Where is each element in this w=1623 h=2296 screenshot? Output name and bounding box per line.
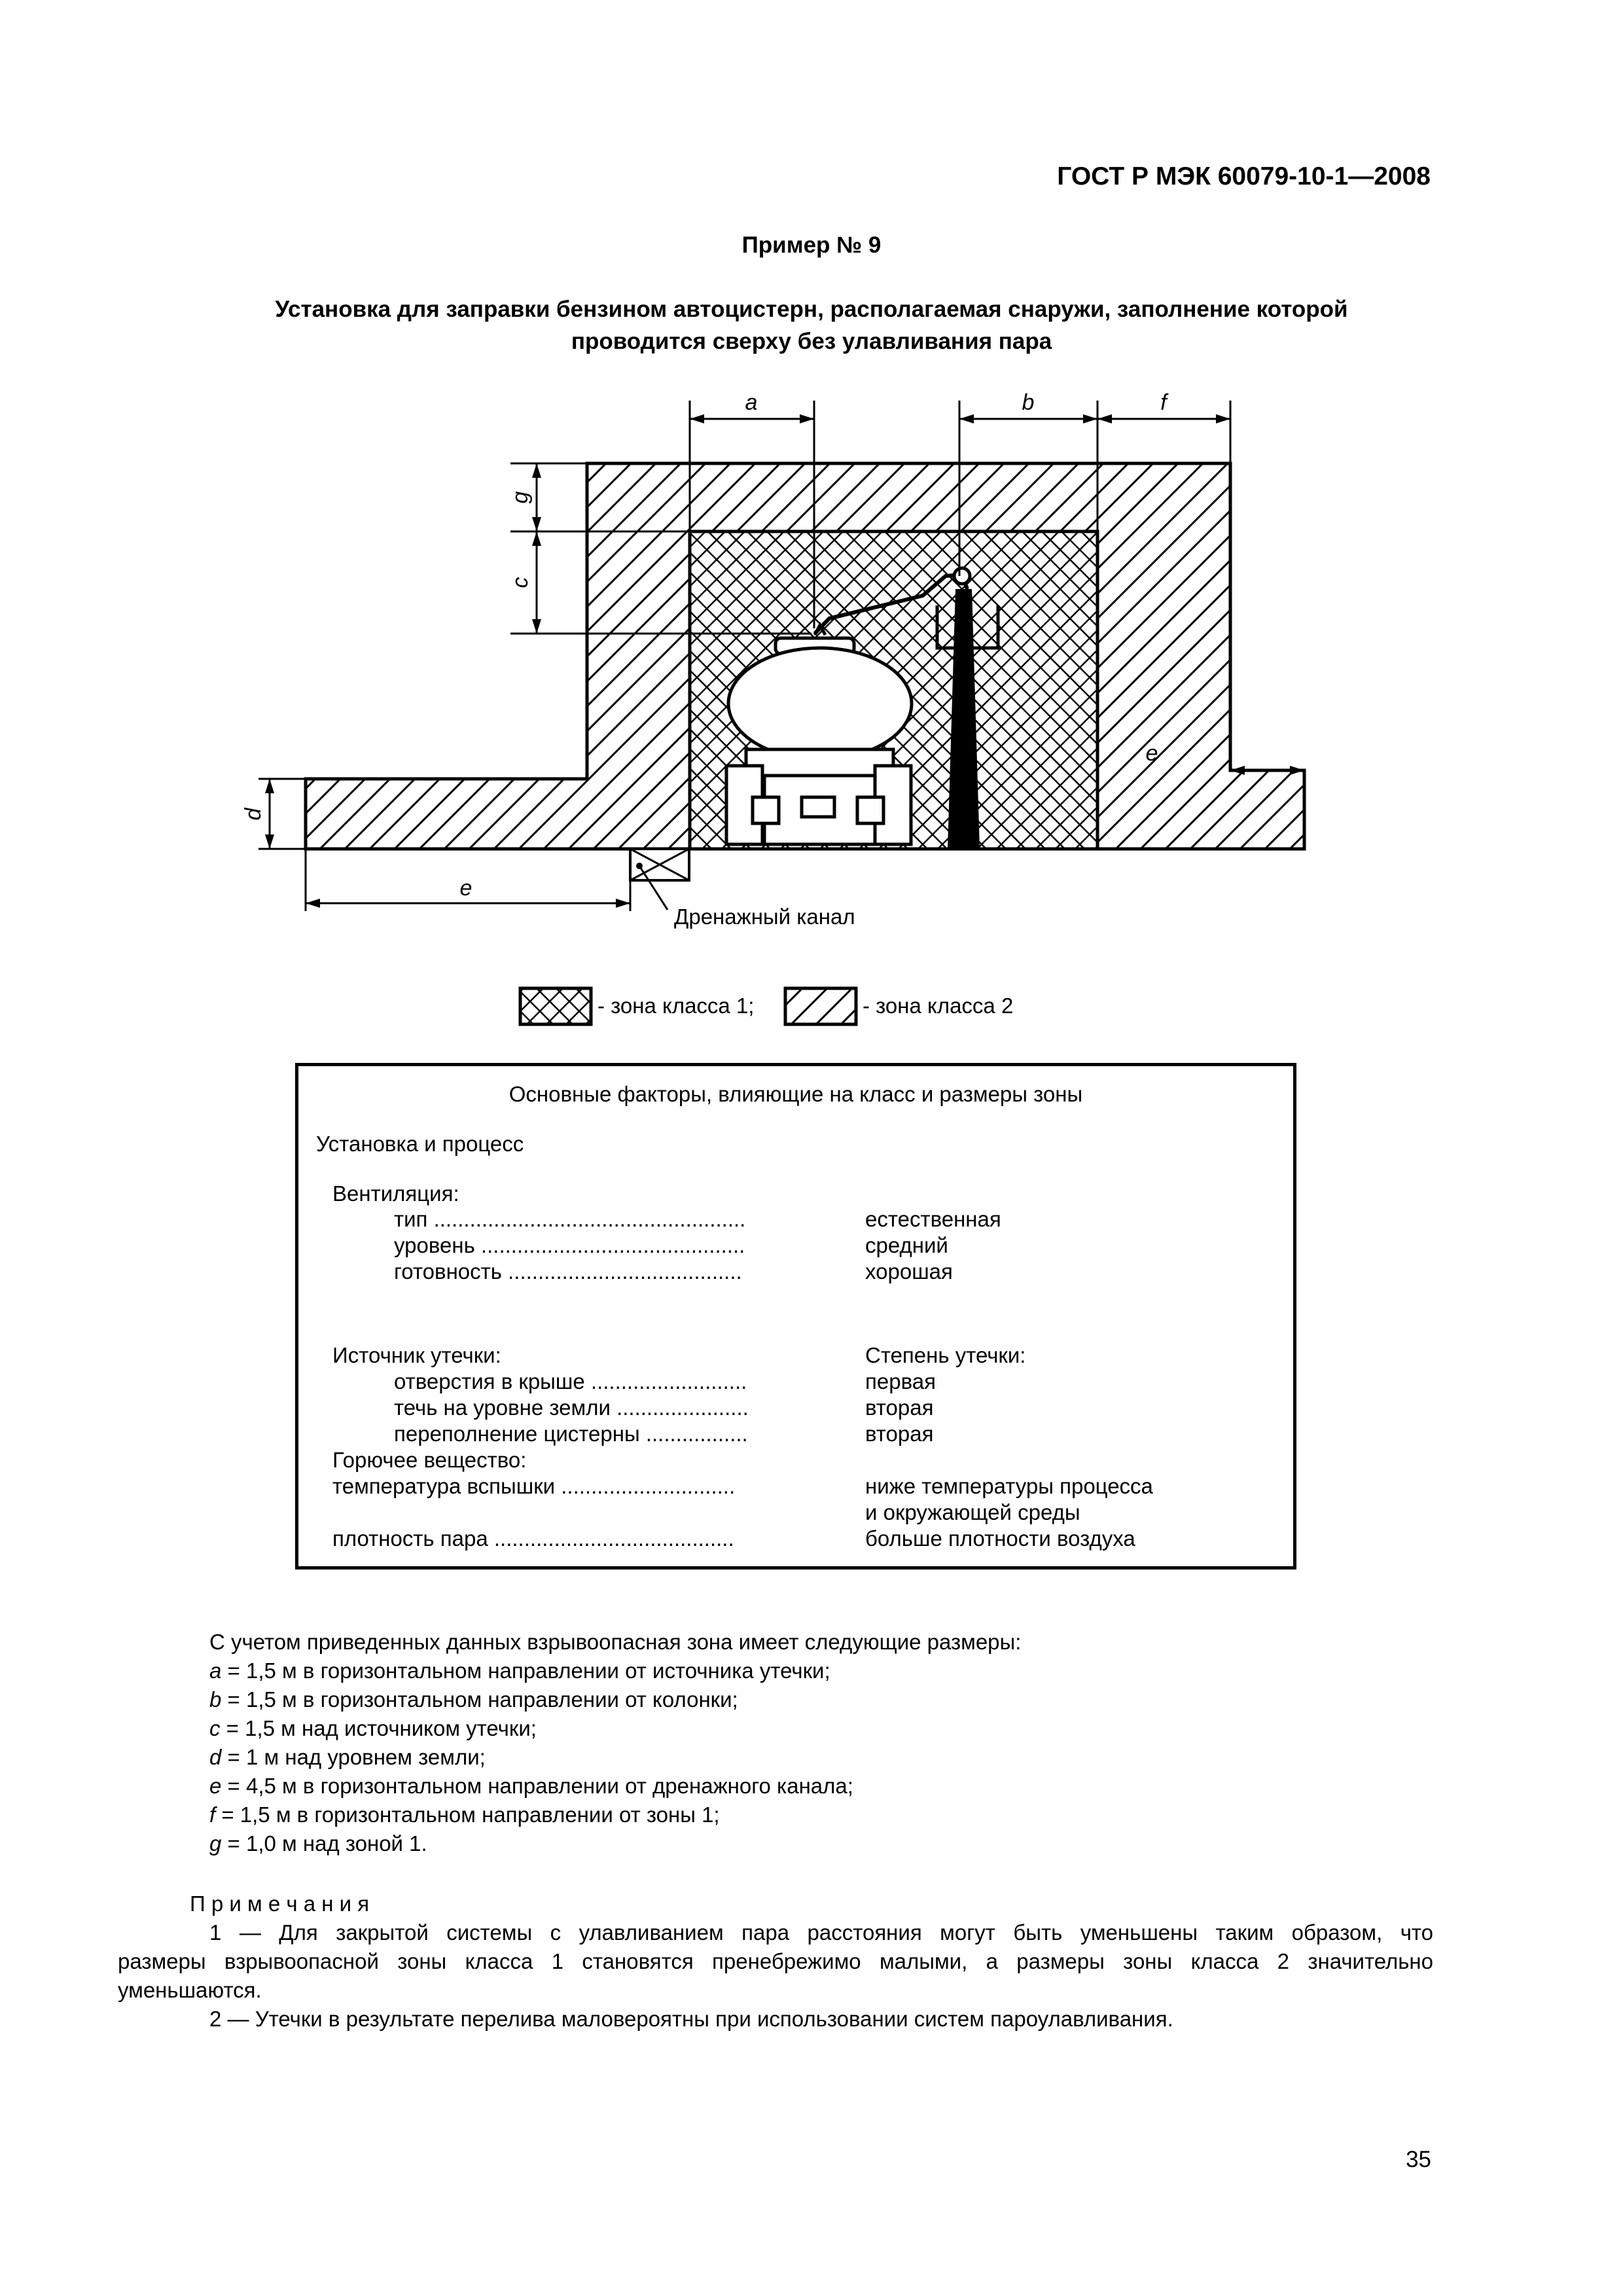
label-e-left: e (459, 876, 473, 901)
result-item: e = 4,5 м в горизонтальном направлении от дренажного канала; (209, 1774, 853, 1798)
factors-section: Установка и процесс (316, 1132, 524, 1156)
label-e-right: e (1145, 741, 1158, 766)
result-item: b = 1,5 м в горизонтальном направлении от колонки; (209, 1687, 738, 1712)
vent-avail-label: готовность ....................................... (394, 1259, 742, 1283)
note-1-line-1: 1 — Для закрытой системы с улавливанием пара расстояния могут быть уменьшены таким образом, что (209, 1920, 1433, 1945)
legend-zone-2-swatch (785, 988, 856, 1024)
source-2-value: вторая (865, 1395, 934, 1420)
label-g: g (508, 491, 533, 504)
source-3-value: вторая (865, 1422, 934, 1446)
result-item: d = 1 м над уровнем земли; (209, 1745, 486, 1769)
result-intro: С учетом приведенных данных взрывоопасная зона имеет следующие размеры: (209, 1630, 1022, 1654)
label-c: c (508, 577, 533, 588)
document-code: ГОСТ Р МЭК 60079-10-1—2008 (1057, 162, 1431, 190)
note-1-line-3: уменьшаются. (118, 1978, 262, 2002)
vent-level-value: средний (865, 1233, 948, 1257)
source-1-label: отверстия в крыше .......................... (394, 1369, 747, 1393)
result-item: a = 1,5 м в горизонтальном направлении от источника утечки; (209, 1659, 830, 1683)
drain-label: Дренажный канал (674, 905, 855, 929)
vent-type-value: естественная (865, 1207, 1001, 1231)
result-item: f = 1,5 м в горизонтальном направлении от зоны 1; (209, 1803, 720, 1827)
example-title: Пример № 9 (741, 232, 882, 258)
note-2: 2 — Утечки в результате перелива маловероятны при использовании систем пароулавливания. (209, 2007, 1173, 2031)
notes-block (118, 1890, 1433, 2034)
vent-type-label: тип .................................................... (394, 1207, 746, 1231)
legend-zone-2-label: - зона класса 2 (863, 994, 1014, 1018)
result-item: g = 1,0 м над зоной 1. (209, 1831, 427, 1856)
factors-table (295, 1063, 1296, 1570)
vent-avail-value: хорошая (865, 1259, 953, 1283)
grade-label: Степень утечки: (865, 1343, 1026, 1367)
page-number: 35 (1406, 2147, 1431, 2172)
source-2-label: течь на уровне земли ...................... (394, 1395, 749, 1420)
factors-heading: Основные факторы, влияющие на класс и размеры зоны (508, 1082, 1083, 1106)
ventilation-label: Вентиляция: (332, 1181, 459, 1206)
source-label: Источник утечки: (332, 1343, 501, 1367)
vapour-density-value: больше плотности воздуха (865, 1526, 1135, 1551)
flash-point-label: температура вспышки ............................. (332, 1474, 736, 1498)
vapour-density-label: плотность пара ........................................ (332, 1526, 734, 1551)
fuel-label: Горючее вещество: (332, 1448, 527, 1472)
label-a: a (745, 390, 758, 415)
label-d: d (241, 808, 266, 821)
source-1-value: первая (865, 1369, 936, 1393)
legend-zone-1-label: - зона класса 1; (597, 994, 755, 1018)
note-1-line-2: размеры взрывоопасной зоны класса 1 становятся пренебрежимо малыми, а размеры зоны класса 2 значительно (118, 1949, 1433, 1973)
label-f: f (1160, 390, 1167, 415)
figure-title-line-1: Установка для заправки бензином автоцистерн, располагаемая снаружи, заполнение которой (275, 296, 1348, 322)
figure-title-line-2: проводится сверху без улавливания пара (571, 329, 1052, 354)
result-block (209, 1628, 1021, 1858)
legend-zone-1-swatch (520, 988, 591, 1024)
flash-point-value-2: и окружающей среды (865, 1500, 1080, 1524)
source-3-label: переполнение цистерны ................. (394, 1422, 748, 1446)
notes-title: П р и м е ч а н и я (190, 1892, 370, 1916)
hazard-zone-diagram (0, 0, 1623, 1060)
flash-point-value-1: ниже температуры процесса (865, 1474, 1153, 1498)
vent-level-label: уровень ............................................ (394, 1233, 745, 1257)
result-item: c = 1,5 м над источником утечки; (209, 1716, 537, 1740)
label-b: b (1022, 390, 1035, 415)
